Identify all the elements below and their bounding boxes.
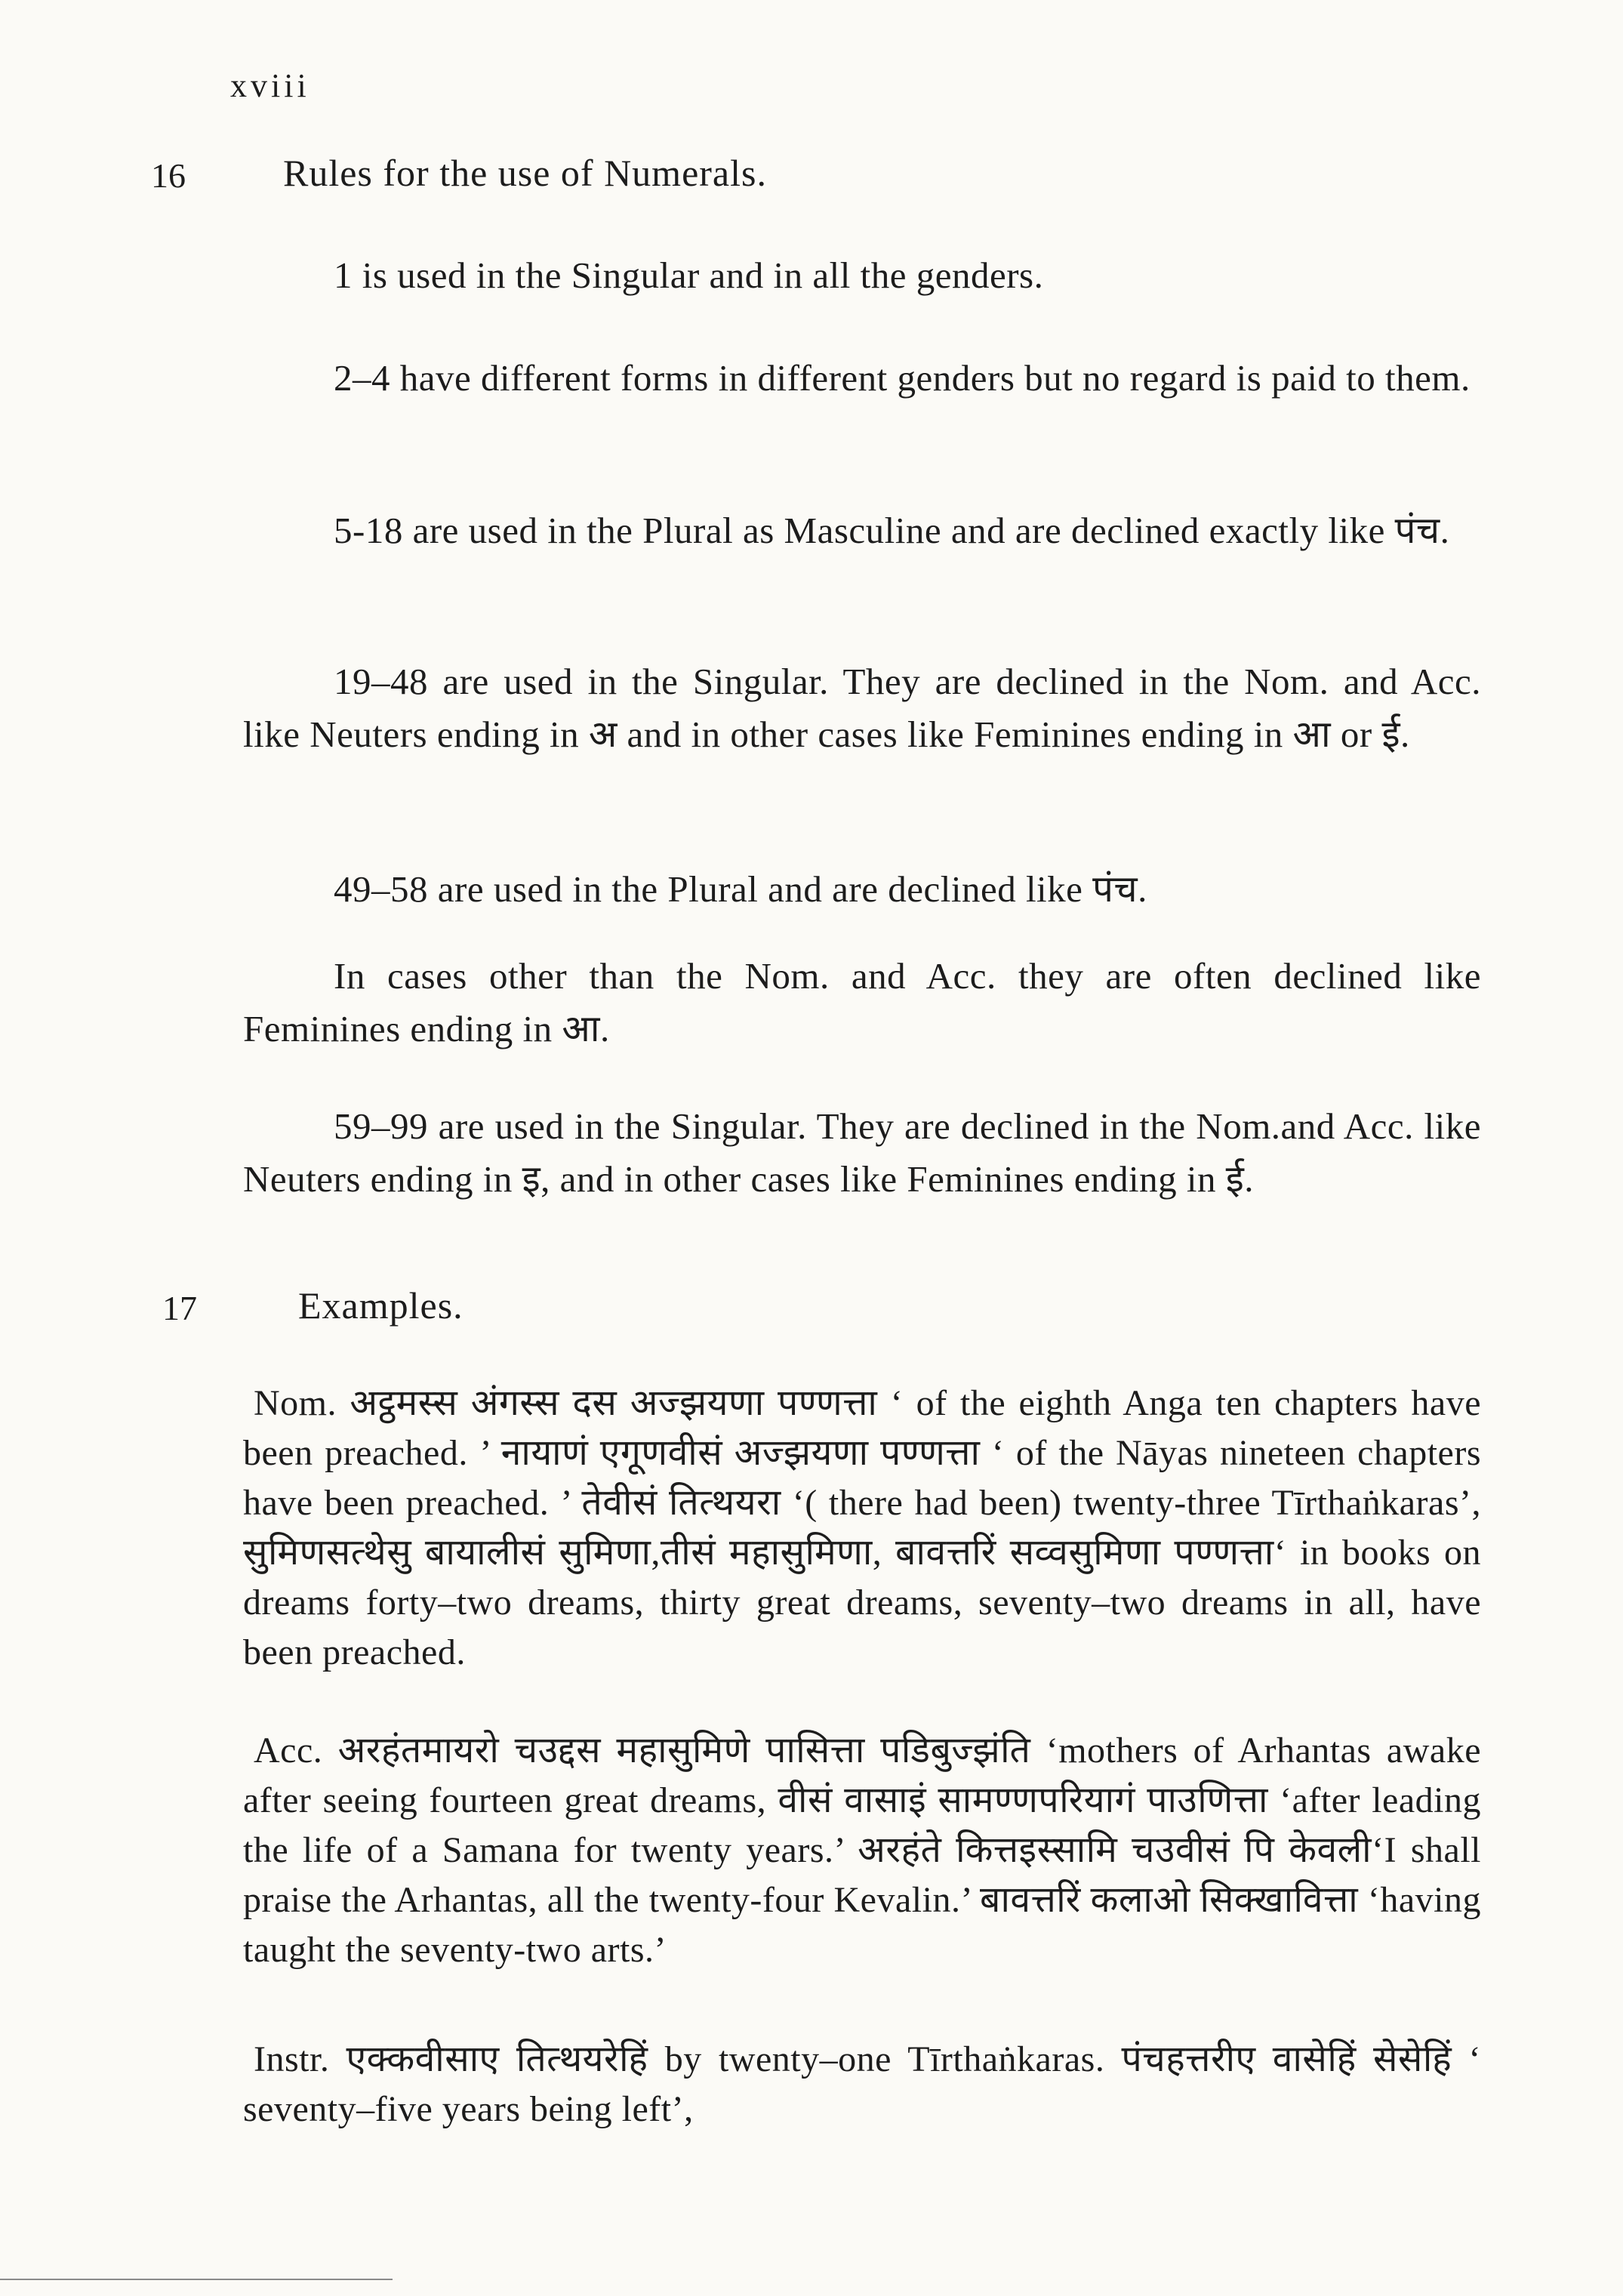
rule-paragraph: 59–99 are used in the Singular. They are declined in the Nom.and Acc. like Neuters ending in इ, and in other cases like Feminines ending in ई. (243, 1105, 1481, 1200)
examples-accusative: Acc. अरहंतमायरो चउद्दस महासुमिणे पासित्ता पडिबुज्झंति ‘mothers of Arhantas awake after seeing fourteen great dreams, वीसं वासाइं सामण्णपरियागं पाउणित्ता ‘after leading the life of a Samana for twenty years.’ अरहंते कित्तइस्सामि चउवीसं पि केवली‘I shall praise the Arhantas, all the twenty-four Kevalin.’ बावत्तरिं कलाओ सिक्खावित्ता ‘having taught the seventy-two arts.’ (243, 1730, 1481, 1970)
examples-instrumental: Instr. एक्कवीसाए तित्थयरेहिं by twenty–one Tīrthaṅkaras. पंचहत्तरीए वासेहिं सेसेहिं ‘ seventy–five years being left’, (243, 2039, 1481, 2129)
rule-paragraph: 5-18 are used in the Plural as Masculine and are declined exactly like पंच. (334, 510, 1450, 551)
section-17-title: Examples. (298, 1284, 463, 1327)
section-16-title: Rules for the use of Numerals. (283, 152, 767, 194)
rule-paragraph: 19–48 are used in the Singular. They are declined in the Nom. and Acc. like Neuters ending in अ and in other cases like Feminines ending in आ or ई. (243, 661, 1481, 755)
rule-paragraph: 49–58 are used in the Plural and are declined like पंच. (334, 868, 1147, 910)
rule-paragraph: 1 is used in the Singular and in all the genders. (334, 254, 1044, 296)
footer-rule (0, 2279, 393, 2280)
page-number: xviii (230, 67, 310, 104)
rule-paragraph: In cases other than the Nom. and Acc. they are often declined like Feminines ending in आ. (243, 955, 1481, 1049)
rule-paragraph: 2–4 have different forms in different genders but no regard is paid to them. (334, 357, 1471, 399)
section-16-number: 16 (151, 156, 186, 195)
section-17-number: 17 (162, 1289, 197, 1327)
examples-nominative: Nom. अट्ठमस्स अंगस्स दस अज्झयणा पण्णत्ता ‘ of the eighth Anga ten chapters have been preached. ’ नायाणं एगूणवीसं अज्झयणा पण्णत्ता ‘ of the Nāyas nineteen chapters have been preached. ’ तेवीसं तित्थयरा ‘( there had been) twenty-three Tīrthaṅkaras’, सुमिणसत्थेसु बायालीसं सुमिणा,तीसं महासुमिणा, बावत्तरिं सव्वसुमिणा पण्णत्ता‘ in books on dreams forty–two dreams, thirty great dreams, seventy–two dreams in all, have been preached. (243, 1383, 1481, 1672)
